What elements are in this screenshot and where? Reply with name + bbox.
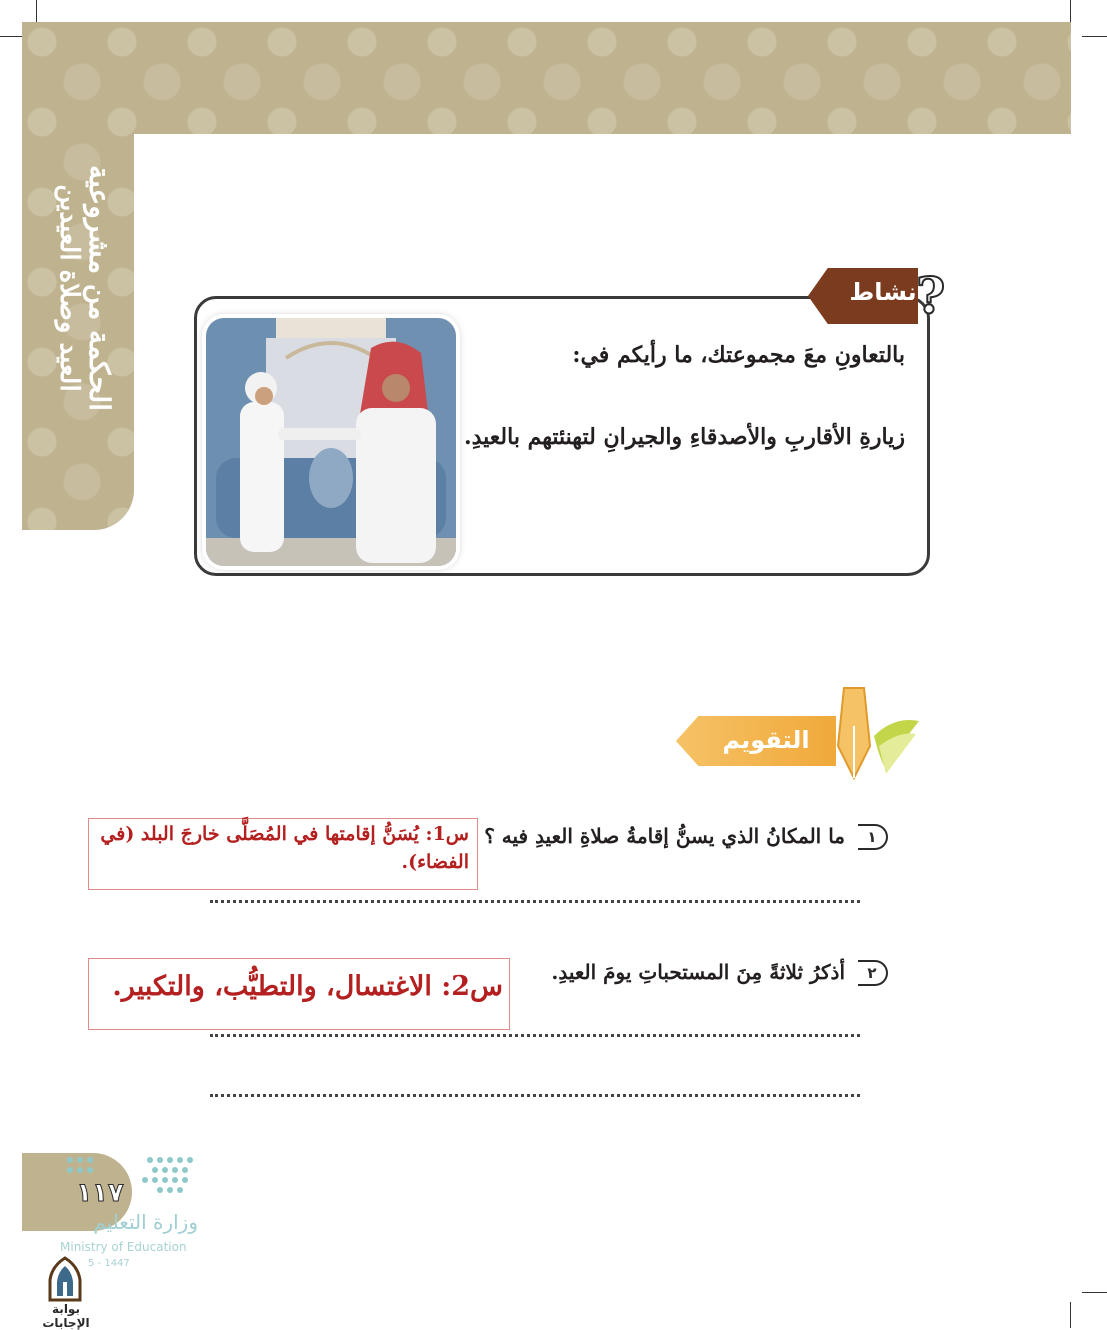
answer-line: س1: يُسَنُّ إقامتها في المُصَلَّى خارجَ البلد (في [100,823,469,845]
question-mark-icon: ? [916,266,946,325]
answer-line: س2: الاغتسال، والتطيُّب، والتكبير. [112,971,503,1002]
ministry-name-en: Ministry of Education [60,1240,187,1254]
question-text: أذكرُ ثلاثةً مِنَ المستحباتِ يومَ العيدِ. [551,960,845,984]
question-number: ١ [858,824,888,850]
answer-box [88,818,478,890]
activity-tag [808,266,946,325]
activity-prompt: بالتعاونِ معَ مجموعتك، ما رأيكم في: [572,342,905,368]
crop-mark [1082,1292,1107,1293]
mosque-logo-icon [42,1256,88,1302]
question-text: ما المكانُ الذي يسنُّ إقامةُ صلاةِ العيدِ فيه ؟ [484,824,845,848]
ministry-name-ar: وزارة التعليم [93,1210,198,1234]
crop-mark [0,36,24,37]
answer-line: الفضاء). [401,851,469,873]
page-number: ١١٧ [76,1178,124,1208]
answer-box [88,958,510,1030]
ministry-year: 5 - 1447 [88,1258,130,1269]
lesson-title [36,138,132,438]
portal-label: بوابة الإجابات [42,1302,90,1330]
crop-mark [1070,1302,1071,1328]
lesson-title-line2: العيد وصلاة العيدين [53,184,84,392]
evaluation-header [676,686,926,786]
header-band [22,22,1071,134]
greeting-photo-illustration [206,318,456,566]
crop-mark [36,0,37,22]
pen-book-icon [824,686,924,786]
lesson-title-line1: الحكمة من مشروعية [83,165,117,411]
answer-dotted-line [210,1090,860,1097]
question-number: ٢ [858,960,888,986]
activity-tag-label: نشاط [849,278,917,306]
answer-dotted-line [210,1030,860,1037]
evaluation-tag-label: التقويم [722,726,810,754]
crop-mark [1070,0,1071,22]
crop-mark [1082,36,1107,37]
activity-item: زيارةِ الأقاربِ والأصدقاءِ والجيرانِ لتهنئتهم بالعيدِ. [463,424,905,450]
greeting-photo [206,318,456,566]
answer-dotted-line [210,896,860,903]
